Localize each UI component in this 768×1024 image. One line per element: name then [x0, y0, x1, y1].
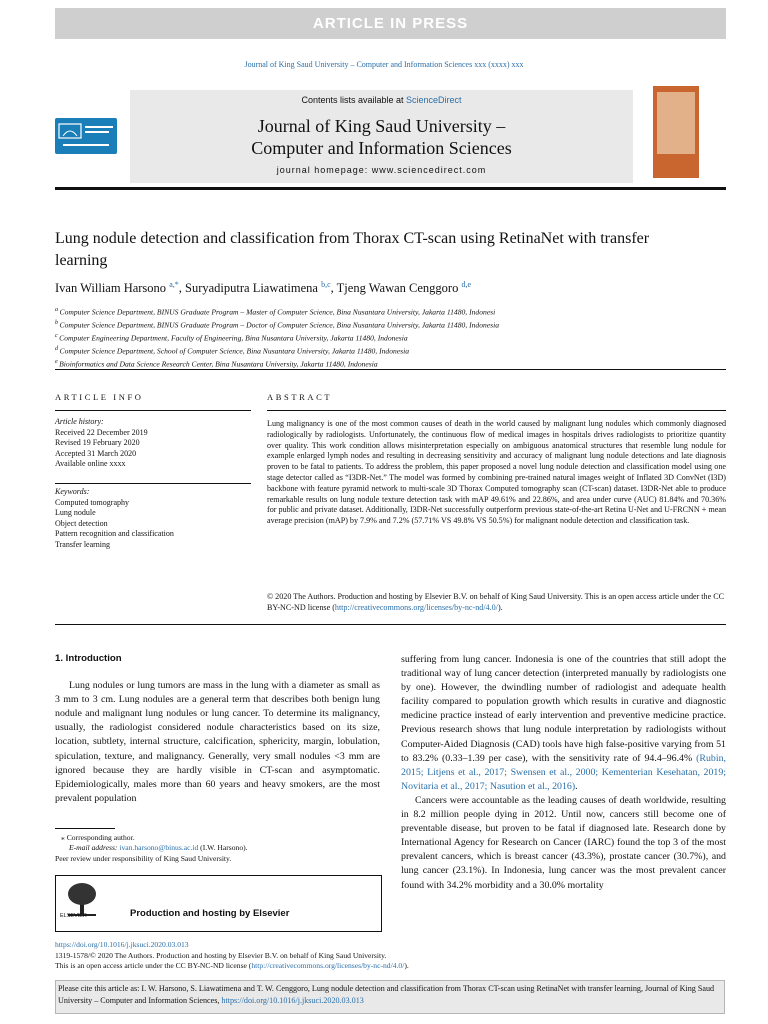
- affiliation-mark: c: [55, 332, 60, 339]
- affiliation-item: [55, 318, 735, 331]
- affiliation-item: [55, 344, 735, 357]
- author-affiliation-mark[interactable]: b,c: [321, 280, 331, 289]
- intro-paragraph-2: [401, 653, 726, 794]
- cite-text: Please cite this article as: I. W. Harsono, S. Liawatimena and T. W. Cenggoro, Lung nodule detection and classification from Thorax CT-scan using RetinaNet with transfer learning, Journal of King Saud University – Computer and Information Sciences,: [58, 984, 715, 1005]
- affiliation-mark: d: [55, 345, 60, 352]
- email-name: (I.W. Harsono).: [198, 843, 248, 853]
- email-line: [55, 843, 385, 853]
- history-item: Accepted 31 March 2020: [55, 448, 137, 458]
- sciencedirect-link[interactable]: ScienceDirect: [406, 95, 462, 105]
- copyright-end: ).: [497, 603, 503, 612]
- author-name: Ivan William Harsono: [55, 281, 170, 296]
- history-item: Received 22 December 2019: [55, 427, 148, 437]
- intro-paragraph-2-end: .: [575, 780, 578, 792]
- affiliation-item: [55, 305, 735, 318]
- email-link[interactable]: ivan.harsono@binus.ac.id: [119, 843, 199, 853]
- author-affiliation-mark[interactable]: a,*: [169, 280, 179, 289]
- article-info-rule: [55, 410, 251, 411]
- abstract-text: Lung malignancy is one of the most common causes of death in the world caused by malignant lung nodules which commonly diagnosed radiologically by radiologists. Unfortunately, the continuous flow of medical images in hospitals drives radiologists to prioritize quantity over quality. This work condition allows misinterpretation especially on ambiguous anatomical structures that resemble lung nodule for example enlarged lymph nodes and resulting in decreasing sensitivity and accuracy of malignant lung nodule detections and late diagnosis proven to be fatal to patients. To address the problem, this paper proposed a novel lung nodule detection and classification model using one stage detector called as “I3DR-Net.” The model was formed by combining pre-trained natural images weight of Inflated 3D ConvNet (I3D) backbone with feature pyramid network to multi-scale 3D Thorax Computed tomography scan (CT-scan) dataset. I3DR-Net able to produce remarkable results on lung nodule texture detection task with mAP 49.61% and 22.86%, and area under curve (AUC) 81.84% and 70.36% for public and private dataset. Additionally, I3DR-Net successfully outperform previous state-of-the-art Retina U-Net and U-FRCNN + mean average precision (mAP) by 7.9% and 7.2% (57.71% VS 49.8% VS 50.5%) for malignant nodule detection and classification task.: [267, 419, 726, 526]
- affiliation-text: Bioinformatics and Data Science Research Center, Bina Nusantara University, Jakarta 11480, Indonesia: [59, 359, 378, 369]
- intro-paragraph-3: Cancers were accountable as the leading causes of death worldwide, resulting in 8.2 million people dying in 2012. Until now, cancers still become one of preventable disease, but proven to be fatal if diagnosed late. Research done by International Agency for Research on Cancer (IARC) found the top 3 of the most prevalent cancers, which is breast cancer (43.3%), prostate cancer (30.7%), and lung cancer (23.1%). In Indonesia, lung cancer was the most prevalent cancer found with 34.2% morbidity and a 30.0% mortality: [401, 794, 726, 891]
- keyword-item: Object detection: [55, 518, 108, 528]
- keyword-item: Transfer learning: [55, 539, 111, 549]
- keywords: [55, 487, 251, 551]
- author-affiliation-mark[interactable]: d,e: [461, 280, 472, 289]
- abstract-rule: [267, 410, 726, 411]
- open-access-line: [55, 961, 735, 972]
- oa-prefix: This is an open access article under the CC BY-NC-ND license (: [55, 961, 252, 971]
- affiliation-text: Computer Science Department, School of Computer Science, Bina Nusantara University, Jakarta 11480, Indonesia: [59, 346, 410, 356]
- affiliation-mark: b: [55, 319, 60, 326]
- history-list: [55, 428, 251, 470]
- intro-references[interactable]: (Rubin, 2015; Litjens et al., 2017; Swensen et al., 2000; Kementerian Kesehatan, 2019; Novitaria et al., 2017; Nasution et al., 2016): [401, 752, 726, 792]
- author-name: Suryadiputra Liawatimena: [185, 281, 322, 296]
- cite-doi-link[interactable]: https://doi.org/10.1016/j.jksuci.2020.03.013: [221, 995, 364, 1005]
- author-separator: ,: [178, 281, 185, 296]
- elsevier-box: [55, 875, 382, 932]
- elsevier-hosting-text: Production and hosting by Elsevier: [130, 908, 290, 919]
- elsevier-tree-icon: [62, 880, 102, 926]
- affiliations: [55, 305, 735, 370]
- issn-line: 1319-1578/© 2020 The Authors. Production and hosting by Elsevier B.V. on behalf of King Saud University.: [55, 950, 387, 960]
- abstract-heading: ABSTRACT: [267, 392, 333, 402]
- oa-license-link[interactable]: http://creativecommons.org/licenses/by-nc-nd/4.0/: [251, 961, 405, 971]
- journal-title-line1: Journal of King Saud University –: [257, 116, 506, 136]
- email-label: E-mail address:: [69, 843, 120, 853]
- article-title: Lung nodule detection and classification from Thorax CT-scan using RetinaNet with transfer learning: [55, 230, 650, 269]
- journal-title-line2: Computer and Information Sciences: [251, 138, 512, 158]
- footnote-rule: [55, 828, 115, 829]
- journal-homepage[interactable]: journal homepage: www.sciencedirect.com: [276, 165, 487, 175]
- journal-reference[interactable]: Journal of King Saud University – Computer and Information Sciences xxx (xxxx) xxx: [244, 60, 524, 69]
- intro-heading: 1. Introduction: [55, 653, 122, 664]
- abstract-copyright: [267, 591, 726, 613]
- affiliation-text: Computer Science Department, BINUS Graduate Program – Doctor of Computer Science, Bina Nusantara University, Jakarta 11480, Indonesia: [59, 320, 500, 330]
- author-list: [55, 280, 695, 296]
- article-info-heading: ARTICLE INFO: [55, 392, 144, 402]
- elsevier-logo-label: ELSEVIER: [60, 913, 87, 919]
- journal-cover-inner: [657, 92, 695, 154]
- history-label: Article history:: [55, 417, 104, 426]
- keywords-rule: [55, 483, 251, 484]
- keywords-label: Keywords:: [55, 487, 90, 496]
- keyword-item: Pattern recognition and classification: [55, 529, 174, 539]
- affiliation-item: [55, 331, 735, 344]
- history-item: Revised 19 February 2020: [55, 438, 140, 448]
- abstract-end-rule: [55, 624, 726, 625]
- contents-line: [130, 95, 633, 105]
- affiliation-text: Computer Engineering Department, Faculty of Engineering, Bina Nusantara University, Jakarta 11480, Indonesia: [59, 333, 408, 343]
- header-rule: [55, 187, 726, 190]
- footnote: [55, 833, 385, 864]
- peer-review: Peer review under responsibility of King Saud University.: [55, 853, 232, 863]
- intro-paragraph-2-text: suffering from lung cancer. Indonesia is one of the countries that still adopt the traditional way of lung cancer detection (interpreted manually by radiologists one by one). However, the dwindling number of radiologist and adequate health facility compared to population growth which results in curative and diagnostic medicine practice instead of early intervention and preventive medicine practice. Previous research shows that lung nodule interpretation by radiologists without Computer-Aided Diagnosis (CAD) tools have high false-positive varying from 51 to 83.2% (0.33–1.39 per case), with the sensitivity rate of 94.4–96.4%: [401, 654, 726, 764]
- copyright-text: © 2020 The Authors. Production and hosting by Elsevier B.V. on behalf of King Saud University. This is an open access article under the CC BY-NC-ND license (: [267, 592, 725, 612]
- keyword-item: Computed tomography: [55, 497, 129, 507]
- ksu-logo-icon: [55, 118, 117, 154]
- contents-prefix: Contents lists available at: [301, 95, 407, 105]
- affiliation-item: [55, 357, 735, 370]
- affiliation-rule: [55, 369, 726, 370]
- bottom-metadata: [55, 940, 735, 972]
- license-link[interactable]: http://creativecommons.org/licenses/by-nc-nd/4.0/: [334, 603, 498, 612]
- affiliation-mark: e: [55, 358, 60, 365]
- history-item: Available online xxxx: [55, 459, 126, 469]
- article-history: [55, 417, 251, 470]
- keywords-list: [55, 498, 251, 551]
- affiliation-text: Computer Science Department, BINUS Graduate Program – Master of Computer Science, Bina Nusantara University, Jakarta 11480, Indonesi: [59, 307, 496, 317]
- oa-end: ).: [404, 961, 409, 971]
- journal-title: [130, 115, 633, 159]
- intro-left-column: [55, 652, 380, 806]
- cite-box: [55, 980, 725, 1014]
- intro-paragraph-1: Lung nodules or lung tumors are mass in the lung with a diameter as small as 3 mm to 3 cm. Lung nodules are a general term that describes both benign lung nodule and malignant lung nodules or lung cancer. To determine its malignancy, usually, the radiologist considered nodule characteristics based on its size, location, subtlety, internal structure, calcification, sphericity, margin, lobulation, spiculation, texture, and malignancy. Generally, very small nodules <3 mm are ignored because they are hardly visible in CT-scan and asymptomatic. Epidemiologically, males more than 60 years and heavy smokers, are the most prevalent population: [55, 680, 380, 804]
- affiliation-mark: a: [55, 307, 60, 313]
- author-separator: ,: [330, 281, 337, 296]
- article-in-press-banner: ARTICLE IN PRESS: [55, 8, 726, 39]
- intro-right-column: [401, 653, 726, 893]
- doi-link[interactable]: https://doi.org/10.1016/j.jksuci.2020.03.013: [55, 940, 189, 949]
- corresponding-author: ⁎ Corresponding author.: [61, 833, 135, 842]
- author-name: Tjeng Wawan Cenggoro: [336, 281, 462, 296]
- keyword-item: Lung nodule: [55, 508, 96, 518]
